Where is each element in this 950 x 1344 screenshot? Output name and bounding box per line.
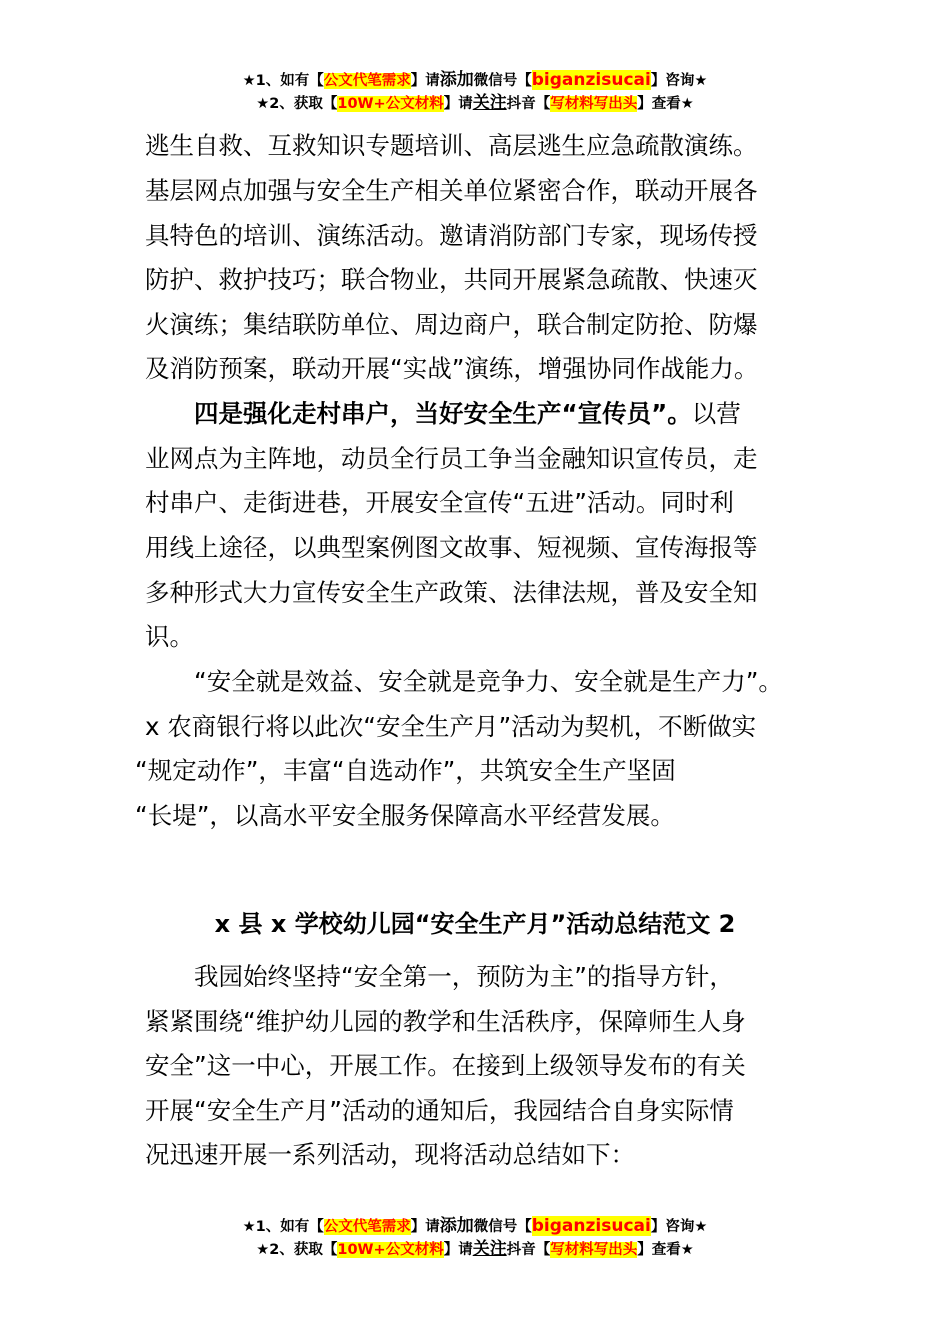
- text-line: “安全就是效益、安全就是竞争力、安全就是生产力”。: [194, 667, 783, 696]
- text-line: 开展“安全生产月”活动的通知后，我园结合自身实际情: [145, 1096, 734, 1125]
- banner-line-2: ★2、获取【10W+公文材料】请关注抖音【写材料写出头】查看★: [256, 93, 694, 113]
- text-line: 况迅速开展一系列活动，现将活动总结如下：: [145, 1140, 635, 1169]
- text-line: “长堤”，以高水平安全服务保障高水平经营发展。: [135, 801, 675, 830]
- banner-line-2: ★2、获取【10W+公文材料】请关注抖音【写材料写出头】查看★: [256, 1239, 694, 1259]
- header-banner: [0, 69, 950, 115]
- footer-banner: [0, 1215, 950, 1261]
- text-line: 多种形式大力宣传安全生产政策、法律法规，普及安全知: [145, 578, 758, 607]
- text-line: 紧紧围绕“维护幼儿园的教学和生活秩序，保障师生人身: [145, 1007, 746, 1036]
- text-line: 安全”这一中心，开展工作。在接到上级领导发布的有关: [145, 1051, 746, 1080]
- section-title: x 县 x 学校幼儿园“安全生产月”活动总结范文 2: [214, 910, 736, 938]
- highlight-douyin: 写材料写出头: [550, 96, 638, 112]
- text-line: 业网点为主阵地，动员全行员工争当金融知识宣传员，走: [145, 444, 758, 473]
- highlight-materials: 10W+公文材料: [337, 1242, 444, 1258]
- text-line: 逃生自救、互救知识专题培训、高层逃生应急疏散演练。: [145, 131, 758, 160]
- text-line: 及消防预案，联动开展“实战”演练，增强协同作战能力。: [145, 354, 759, 383]
- text-line: x 农商银行将以此次“安全生产月”活动为契机，不断做实: [145, 712, 757, 741]
- banner-line-1: ★1、如有【公文代笔需求】请添加微信号【biganzisucai】咨询★: [242, 1216, 708, 1236]
- text-line: 用线上途径，以典型案例图文故事、短视频、宣传海报等: [145, 533, 758, 562]
- banner-line-1: ★1、如有【公文代笔需求】请添加微信号【biganzisucai】咨询★: [242, 70, 708, 90]
- text-line: 四是强化走村串户，当好安全生产“宣传员”。以营: [194, 399, 741, 428]
- text-line: 基层网点加强与安全生产相关单位紧密合作，联动开展各: [145, 176, 758, 205]
- text-line: “规定动作”，丰富“自选动作”，共筑安全生产坚固: [135, 756, 676, 785]
- text-line: 识。: [145, 622, 194, 651]
- text-line: 村串户、走街进巷，开展安全宣传“五进”活动。同时利: [145, 488, 734, 517]
- highlight-service: 公文代笔需求: [323, 1219, 411, 1235]
- bold-lead: 四是强化走村串户，当好安全生产“宣传员”。: [194, 399, 692, 428]
- highlight-materials: 10W+公文材料: [337, 96, 444, 112]
- highlight-wechat-id: biganzisucai: [531, 1216, 651, 1236]
- highlight-douyin: 写材料写出头: [550, 1242, 638, 1258]
- text-line: 火演练；集结联防单位、周边商户，联合制定防抢、防爆: [145, 310, 758, 339]
- highlight-service: 公文代笔需求: [323, 73, 411, 89]
- text-line: 防护、救护技巧；联合物业，共同开展紧急疏散、快速灭: [145, 265, 758, 294]
- text-line: 具特色的培训、演练活动。邀请消防部门专家，现场传授: [145, 221, 758, 250]
- text-line: 我园始终坚持“安全第一，预防为主”的指导方针，: [194, 962, 734, 991]
- highlight-wechat-id: biganzisucai: [531, 70, 651, 90]
